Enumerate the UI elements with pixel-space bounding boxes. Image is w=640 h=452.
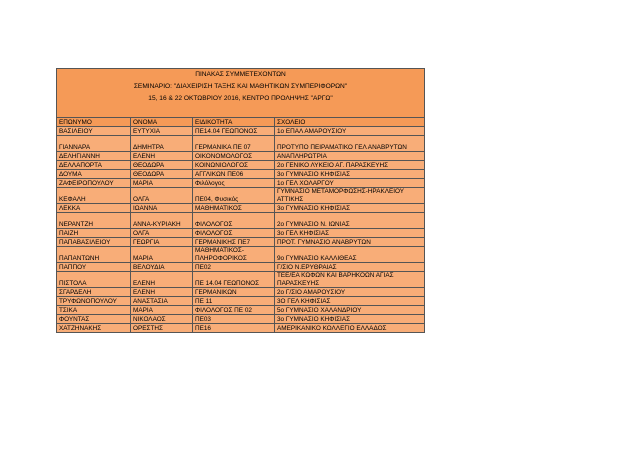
cell-school: ΤΕΕ/ΕΑ ΚΩΦΩΝ ΚΑΙ ΒΑΡΗΚΟΩΝ ΑΓΙΑΣ ΠΑΡΑΣΚΕΥΗΣ (275, 272, 425, 288)
cell-surname: ΠΑΠΠΟΥ (57, 263, 131, 272)
column-header-surname: ΕΠΩΝΥΜΟ (57, 118, 131, 127)
table-row (57, 170, 625, 179)
cell-school: ΑΝΑΠΛΗΡΩΤΡΙΑ (275, 152, 425, 161)
cell-name: ΜΑΡΙΑ (131, 179, 193, 188)
cell-specialty: ΜΑΘΗΜΑΤΙΚΟΣ (193, 204, 275, 213)
cell-school: Γ/ΣΙΟ Ν.ΕΡΥΘΡΑΙΑΣ (275, 263, 425, 272)
cell-name: ΑΝΝΑ-ΚΥΡΙΑΚΗ (131, 213, 193, 229)
cell-name: ΜΑΡΙΑ (131, 306, 193, 315)
cell-name: ΑΝΑΣΤΑΣΙΑ (131, 297, 193, 306)
cell-surname: ΤΡΥΦΩΝΟΠΟΥΛΟΥ (57, 297, 131, 306)
cell-school: 3ο ΓΥΜΝΑΣΙΟ ΚΗΦΙΣΙΑΣ (275, 315, 425, 324)
cell-specialty: ΠΕ14.04 ΓΕΩΠΟΝΟΣ (193, 127, 275, 136)
table-title: ΠΙΝΑΚΑΣ ΣΥΜΜΕΤΕΧΟΝΤΩΝ (195, 71, 286, 78)
cell-specialty: ΠΕ03 (193, 315, 275, 324)
cell-school: 2ο ΓΕΝΙΚΟ ΛΥΚΕΙΟ ΑΓ. ΠΑΡΑΣΚΕΥΗΣ (275, 161, 425, 170)
cell-name: ΟΛΓΑ (131, 188, 193, 204)
table-header-block (57, 69, 625, 118)
table-row (57, 188, 625, 204)
cell-surname: ΠΑΙΖΗ (57, 229, 131, 238)
table-row (57, 306, 625, 315)
header-cell (57, 69, 425, 118)
cell-specialty: ΠΕ 11 (193, 297, 275, 306)
cell-specialty: ΜΑΘΗΜΑΤΙΚΟΣ-ΠΛΗΡΟΦΟΡΙΚΟΣ (193, 247, 275, 263)
cell-name: ΔΗΜΗΤΡΑ (131, 136, 193, 152)
cell-specialty: ΓΕΡΜΑΝΙΚΗΣ ΠΕ7 (193, 238, 275, 247)
cell-school: 2ο Γ/ΣΙΟ ΑΜΑΡΟΥΣΙΟΥ (275, 288, 425, 297)
table-row (57, 238, 625, 247)
cell-specialty: ΠΕ02 (193, 263, 275, 272)
cell-surname: ΠΑΠΑΝΤΩΝΗ (57, 247, 131, 263)
cell-name: ΕΥΤΥΧΙΑ (131, 127, 193, 136)
cell-surname: ΛΕΚΚΑ (57, 204, 131, 213)
table-row (57, 127, 625, 136)
cell-surname: ΔΕΛΛΑΠΟΡΤΑ (57, 161, 131, 170)
cell-school: 1ο ΓΕΛ ΧΟΛΑΡΓΟΥ (275, 179, 425, 188)
column-header-name: ΟΝΟΜΑ (131, 118, 193, 127)
cell-name: ΕΛΕΝΗ (131, 288, 193, 297)
cell-school: 5ο ΓΥΜΝΑΣΙΟ ΧΑΛΑΝΔΡΙΟΥ (275, 306, 425, 315)
cell-specialty: ΠΕ16 (193, 324, 275, 333)
cell-specialty: ΠΕ04, Φυσικός (193, 188, 275, 204)
cell-name: ΒΕΛΟΥΔΙΑ (131, 263, 193, 272)
table-row (57, 315, 625, 324)
cell-name: ΙΩΑΝΝΑ (131, 204, 193, 213)
cell-specialty: ΑΓΓΛΙΚΩΝ ΠΕ06 (193, 170, 275, 179)
cell-specialty: Φιλόλογος (193, 179, 275, 188)
table-row (57, 204, 625, 213)
cell-surname: ΧΑΤΖΗΝΑΚΗΣ (57, 324, 131, 333)
cell-name: ΟΡΕΣΤΗΣ (131, 324, 193, 333)
cell-school: ΑΜΕΡΙΚΑΝΙΚΟ ΚΟΛΛΕΓΙΟ ΕΛΛΑΔΟΣ (275, 324, 425, 333)
cell-school: 1ο ΕΠΑΛ ΑΜΑΡΟΥΣΙΟΥ (275, 127, 425, 136)
cell-school: 3Ο ΓΕΛ ΚΗΦΙΣΙΑΣ (275, 297, 425, 306)
cell-name: ΓΕΩΡΓΙΑ (131, 238, 193, 247)
cell-name: ΘΕΟΔΩΡΑ (131, 170, 193, 179)
cell-surname: ΒΑΣΙΛΕΙΟΥ (57, 127, 131, 136)
cell-specialty: ΦΙΛΟΛΟΓΟΣ (193, 229, 275, 238)
seminar-title: ΣΕΜΙΝΑΡΙΟ: "ΔΙΑΧΕΙΡΙΣΗ ΤΑΞΗΣ ΚΑΙ ΜΑΘΗΤΙΚΩΝ ΣΥΜΠΕΡΙΦΟΡΩΝ" (133, 83, 348, 90)
cell-name: ΟΛΓΑ (131, 229, 193, 238)
column-headers (57, 118, 625, 127)
cell-specialty: ΦΙΛΟΛΟΓΟΣ (193, 213, 275, 229)
cell-surname: ΣΓΑΡΔΕΛΗ (57, 288, 131, 297)
table-row (57, 263, 625, 272)
cell-specialty: ΦΙΛΟΛΟΓΟΣ ΠΕ 02 (193, 306, 275, 315)
cell-surname: ΤΣΙΚΑ (57, 306, 131, 315)
table-row (57, 213, 625, 229)
cell-specialty: ΓΕΡΜΑΝΙΚΩΝ (193, 288, 275, 297)
cell-surname: ΠΑΠΑΒΑΣΙΛΕΙΟΥ (57, 238, 131, 247)
table-row (57, 229, 625, 238)
cell-school: ΠΡΟΤ. ΓΥΜΝΑΣΙΟ ΑΝΑΒΡΥΤΩΝ (275, 238, 425, 247)
table-row (57, 152, 625, 161)
cell-name: ΕΛΕΝΗ (131, 152, 193, 161)
cell-surname: ΝΕΡΑΝΤΖΗ (57, 213, 131, 229)
cell-specialty: ΟΙΚΟΝΟΜΟΛΟΓΟΣ (193, 152, 275, 161)
cell-surname: ΚΕΦΑΛΗ (57, 188, 131, 204)
cell-school: 9ο ΓΥΜΝΑΣΙΟ ΚΑΛΛΙΘΕΑΣ (275, 247, 425, 263)
table-row (57, 161, 625, 170)
cell-name: ΜΑΡΙΑ (131, 247, 193, 263)
cell-surname: ΠΙΣΤΟΛΑ (57, 272, 131, 288)
cell-surname: ΓΙΑΝΝΑΡΑ (57, 136, 131, 152)
table-row (57, 247, 625, 263)
column-header-school: ΣΧΟΛΕΙΟ (275, 118, 425, 127)
cell-school: ΠΡΟΤΥΠΟ ΠΕΙΡΑΜΑΤΙΚΟ ΓΕΛ ΑΝΑΒΡΥΤΩΝ (275, 136, 425, 152)
table-row (57, 272, 625, 288)
cell-surname: ΦΟΥΝΤΑΣ (57, 315, 131, 324)
cell-school: 3ο ΓΕΛ ΚΗΦΙΣΙΑΣ (275, 229, 425, 238)
cell-school: 2ο ΓΥΜΝΑΣΙΟ Ν. ΙΩΝΙΑΣ (275, 213, 425, 229)
column-header-specialty: ΕΙΔΙΚΟΤΗΤΑ (193, 118, 275, 127)
table-row (57, 288, 625, 297)
table-row (57, 324, 625, 333)
cell-specialty: ΠΕ 14.04 ΓΕΩΠΟΝΟΣ (193, 272, 275, 288)
cell-school: ΓΥΜΝΑΣΙΟ ΜΕΤΑΜΟΡΦΩΣΗΣ-ΗΡΑΚΛΕΙΟΥ ΑΤΤΙΚΗΣ (275, 188, 425, 204)
table-row (57, 297, 625, 306)
cell-specialty: ΚΟΙΝΩΝΙΟΛΟΓΟΣ (193, 161, 275, 170)
cell-surname: ΔΕΛΗΓΙΑΝΝΗ (57, 152, 131, 161)
cell-school: 3ο ΓΥΜΝΑΣΙΟ ΚΗΦΙΣΙΑΣ (275, 170, 425, 179)
seminar-dates: 15, 16 & 22 ΟΚΤΩΒΡΙΟΥ 2016, ΚΕΝΤΡΟ ΠΡΟΛΗΨΗΣ "ΑΡΓΩ" (148, 95, 333, 102)
table-row (57, 179, 625, 188)
cell-name: ΕΛΕΝΗ (131, 272, 193, 288)
cell-name: ΝΙΚΟΛΑΟΣ (131, 315, 193, 324)
participants-table (56, 68, 625, 333)
cell-surname: ΔΟΥΜΑ (57, 170, 131, 179)
cell-school: 3ο ΓΥΜΝΑΣΙΟ ΚΗΦΙΣΙΑΣ (275, 204, 425, 213)
cell-name: ΘΕΟΔΩΡΑ (131, 161, 193, 170)
table-row (57, 136, 625, 152)
cell-surname: ΖΑΦΕΙΡΟΠΟΥΛΟΥ (57, 179, 131, 188)
cell-specialty: ΓΕΡΜΑΝΙΚΑ ΠΕ 07 (193, 136, 275, 152)
